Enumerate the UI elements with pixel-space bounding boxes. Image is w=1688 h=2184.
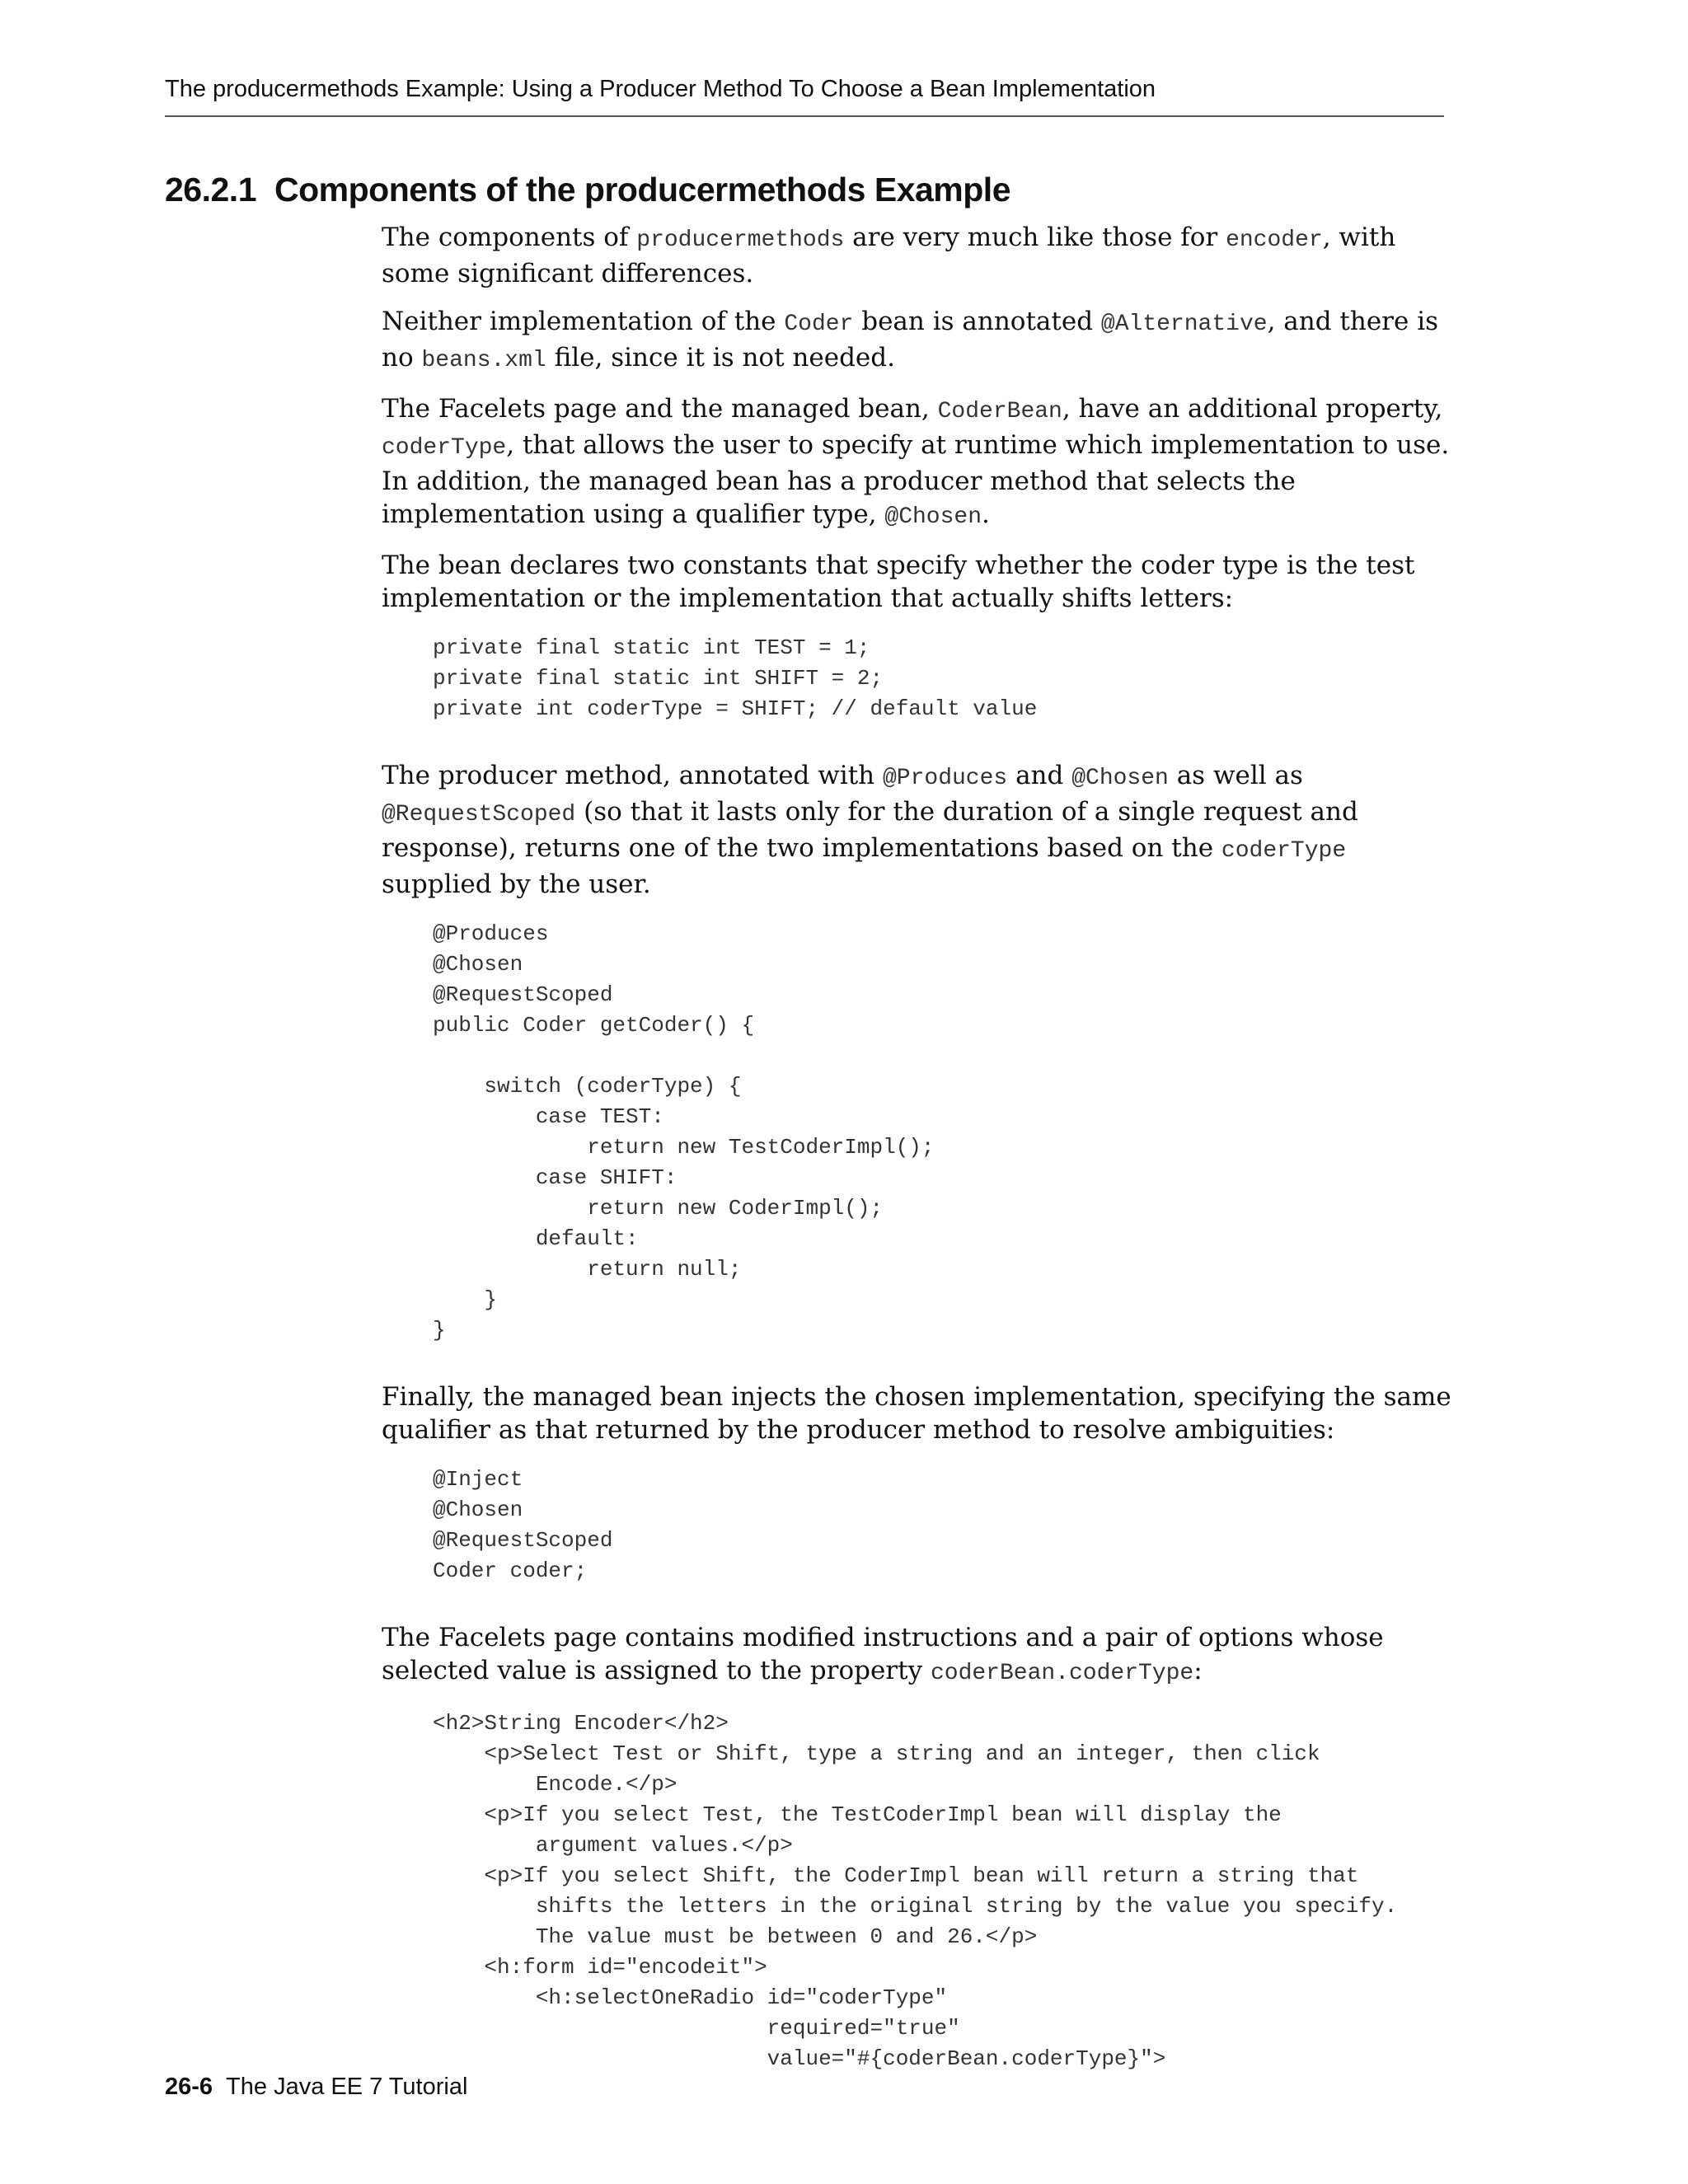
- inline-code: producermethods: [636, 227, 845, 253]
- code-block-producer-method: @Produces @Chosen @RequestScoped public Coder getCoder() { switch (coderType) { case TEST: return new TestCoderImpl(); case SHIFT: return new CoderImpl(); default: return null; } }: [433, 921, 935, 1343]
- inline-code: encoder: [1226, 227, 1323, 253]
- inline-code: coderType: [1221, 838, 1347, 864]
- inline-code: @Produces: [882, 766, 1008, 791]
- text: The Facelets page contains modified instructions and a pair of options whose selected value is assigned to the property: [382, 1623, 1384, 1685]
- text: , that allows the user to specify at runtime which implementation to use. In addition, the managed bean has a producer method that selects the implementation using a qualifier type,: [382, 430, 1450, 529]
- text: bean is annotated: [853, 307, 1101, 336]
- text: The Facelets page and the managed bean,: [382, 394, 938, 424]
- text: Finally, the managed bean injects the chosen implementation, specifying the same qualifier as that returned by the producer method to resolve ambiguities:: [382, 1382, 1451, 1445]
- paragraph: [382, 759, 1453, 901]
- text: , have an additional property,: [1062, 394, 1443, 424]
- inline-code: coderType: [382, 435, 507, 461]
- text: file, since it is not needed.: [546, 343, 895, 373]
- text: Neither implementation of the: [382, 307, 785, 336]
- text: :: [1193, 1656, 1203, 1685]
- inline-code: Coder: [784, 312, 854, 337]
- paragraph: [382, 1380, 1453, 1446]
- code-block-constants: private final static int TEST = 1; private final static int SHIFT = 2; private int coderType = SHIFT; // default value: [433, 635, 1038, 721]
- text: .: [982, 499, 990, 529]
- text: , and there is no: [382, 307, 1439, 373]
- running-header: The producermethods Example: Using a Producer Method To Choose a Bean Implementation: [165, 76, 1156, 102]
- inline-code: beans.xml: [421, 348, 546, 373]
- section-heading: [165, 171, 1010, 209]
- text: supplied by the user.: [382, 869, 651, 899]
- footer-page-number: 26-6: [165, 2074, 213, 2100]
- text: The producer method, annotated with: [382, 761, 883, 790]
- header-rule: [165, 115, 1444, 117]
- paragraph: [382, 221, 1453, 290]
- section-title: Components of the producermethods Example: [274, 171, 1010, 209]
- inline-code: @Alternative: [1100, 312, 1268, 337]
- paragraph: [382, 305, 1453, 377]
- inline-code: @Chosen: [884, 504, 982, 530]
- inline-code: CoderBean: [937, 399, 1062, 424]
- footer-book-title: The Java EE 7 Tutorial: [226, 2074, 468, 2100]
- text: The components of: [382, 223, 637, 252]
- paragraph: [382, 1621, 1453, 1690]
- text: as well as: [1168, 761, 1303, 790]
- text: and: [1007, 761, 1072, 790]
- paragraph: [382, 392, 1453, 534]
- text: are very much like those for: [844, 223, 1226, 252]
- paragraph: [382, 549, 1453, 615]
- section-number: 26.2.1: [165, 171, 256, 209]
- code-block-facelets: <h2>String Encoder</h2> <p>Select Test or Shift, type a string and an integer, then click Encode.</p> <p>If you select Test, the TestCoderImpl bean will display the argument values.</p> <p>If you select Shift, the CoderImpl bean will return a string that shifts the letters in the original string by the value you specify. The value must be between 0 and 26.</p> <h:form id="encodeit"> <h:selectOneRadio id="coderType" required="true" value="#{coderBean.coderType}">: [433, 1711, 1398, 2071]
- inline-code: coderBean.coderType: [930, 1661, 1194, 1686]
- page-footer: [165, 2074, 467, 2101]
- code-block-injection: @Inject @Chosen @RequestScoped Coder coder;: [433, 1467, 613, 1583]
- text: The bean declares two constants that specify whether the coder type is the test implementation or the implementation that actually shifts letters:: [382, 551, 1415, 613]
- inline-code: @Chosen: [1071, 766, 1169, 791]
- body-content: [382, 221, 1453, 2074]
- text: (so that it lasts only for the duration of a single request and response), returns one of the two implementations based on the: [382, 797, 1358, 863]
- inline-code: @RequestScoped: [382, 802, 576, 827]
- text: , with some significant differences.: [382, 223, 1396, 288]
